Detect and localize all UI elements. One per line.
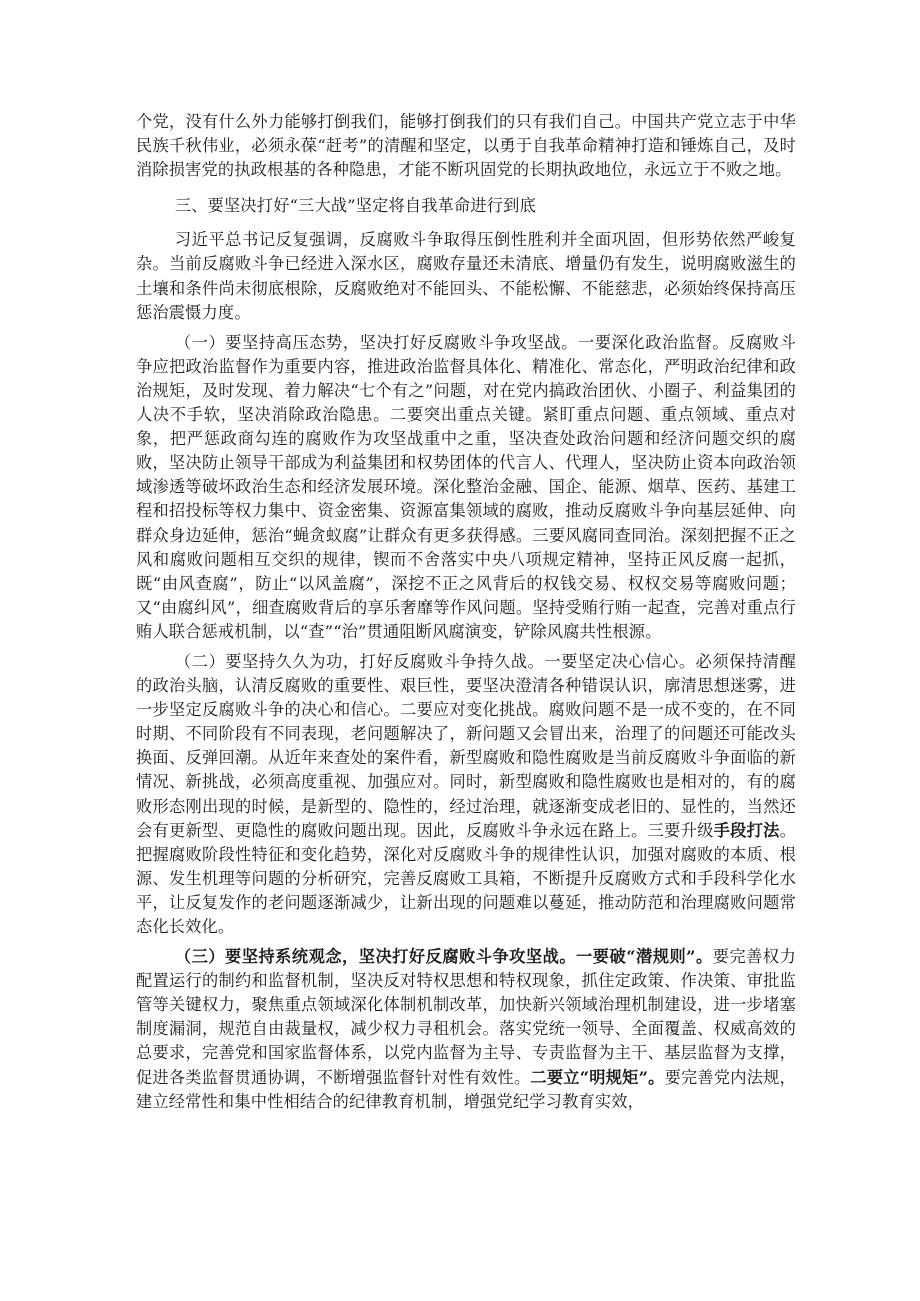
paragraph-point-1: （一）要坚持高压态势，坚决打好反腐败斗争攻坚战。一要深化政治监督。反腐败斗争应把政治监督作为重要内容，推进政治监督具体化、精准化、常态化，严明政治纪律和政治规矩，及时发现、着力解决“七个有之”问题，对在党内搞政治团伙、小圈子、利益集团的人决不手软，坚决消除政治隐患。二要突出重点关键。紧盯重点问题、重点领域、重点对象，把严惩政商勾连的腐败作为攻坚战重中之重，坚决查处政治问题和经济问题交织的腐败，坚决防止领导干部成为利益集团和权势团体的代言人、代理人，坚决防止资本向政治领域渗透等破坏政治生态和经济发展环境。深化整治金融、国企、能源、烟草、医药、基建工程和招投标等权力集中、资金密集、资源富集领域的腐败，推动反腐败斗争向基层延伸、向群众身边延伸，惩治“蝇贪蚁腐”让群众有更多获得感。三要风腐同查同治。深刻把握不正之风和腐败问题相互交织的规律，锲而不舍落实中央八项规定精神，坚持正风反腐一起抓，既“由风查腐”，防止“以风盖腐”，深挖不正之风背后的权钱交易、权权交易等腐败问题；又“由腐纠风”，细查腐败背后的享乐奢靡等作风问题。坚持受贿行贿一起查，完善对重点行贿人联合惩戒机制，以“查”“治”贯通阻断风腐演变，铲除风腐共性根源。 — [136, 332, 796, 641]
paragraph-text: 。把握腐败阶段性特征和变化趋势，深化对反腐败斗争的规律性认识，加强对腐败的本质、根源、发生机理等问题的分析研究，完善反腐败工具箱，不断提升反腐败方式和手段科学化水平，让反复发作的老问题逐渐减少，让新出现的问题难以蔓延，推动防范和治理腐败问题常态化长效化。 — [136, 820, 796, 936]
paragraph-text: 要完善党内法规，建立经常性和集中性相结合的纪律教育机制，增强党纪学习教育实效， — [136, 1067, 796, 1111]
paragraph-point-2 — [136, 650, 796, 939]
paragraph-text: 要完善权力配置运行的制约和监督机制，坚决反对特权思想和特权现象，抓住定政策、作决策、审批监管等关键权力，聚焦重点领域深化体制机制改革，加快新兴领域治理机制建设，进一步堵塞制度漏洞，规范自由裁量权，减少权力寻租机会。落实党统一领导、全面覆盖、权威高效的总要求，完善党和国家监督体系，以党内监督为主导、专责监督为主干、基层监督为支撑，促进各类监督贯通协调，不断增强监督针对性有效性。 — [136, 947, 796, 1087]
paragraph-point-3 — [136, 945, 796, 1114]
bold-heading: （三）要坚持系统观念，坚决打好反腐败斗争攻坚战。一要破“潜规则”。 — [174, 947, 713, 967]
document-page — [136, 110, 796, 1114]
section-heading: 三、要坚决打好“三大战”坚定将自我革命进行到底 — [174, 196, 536, 216]
paragraph-continuation: 个党，没有什么外力能够打倒我们，能够打倒我们的只有我们自己。中国共产党立志于中华民族千秋伟业，必须永葆“赶考”的清醒和坚定，以勇于自我革命精神打造和锤炼自己，及时消除损害党的执政根基的各种隐患，才能不断巩固党的长期执政地位，永远立于不败之地。 — [136, 112, 796, 180]
bold-phrase: 二要立“明规矩”。 — [530, 1067, 665, 1087]
paragraph-intro: 习近平总书记反复强调，反腐败斗争取得压倒性胜利并全面巩固，但形势依然严峻复杂。当前反腐败斗争已经进入深水区，腐败存量还未清底、增量仍有发生，说明腐败滋生的土壤和条件尚未彻底根除，反腐败绝对不能回头、不能松懈、不能慈悲，必须始终保持高压惩治震慑力度。 — [136, 230, 796, 322]
paragraph-text: （二）要坚持久久为功，打好反腐败斗争持久战。一要坚定决心信心。必须保持清醒的政治头脑，认清反腐败的重要性、艰巨性，要坚决澄清各种错误认识，廓清思想迷雾，进一步坚定反腐败斗争的决心和信心。二要应对变化挑战。腐败问题不是一成不变的，在不同时期、不同阶段有不同表现，老问题解决了，新问题又会冒出来，治理了的问题还可能改头换面、反弹回潮。从近年来查处的案件看，新型腐败和隐性腐败是当前反腐败斗争面临的新情况、新挑战，必须高度重视、加强应对。同时，新型腐败和隐性腐败也是相对的，有的腐败形态刚出现的时候，是新型的、隐性的，经过治理，就逐渐变成老旧的、显性的，当然还会有更新型、更隐性的腐败问题出现。因此，反腐败斗争永远在路上。三要升级 — [136, 651, 796, 840]
bold-phrase: 手段打法 — [713, 820, 780, 840]
